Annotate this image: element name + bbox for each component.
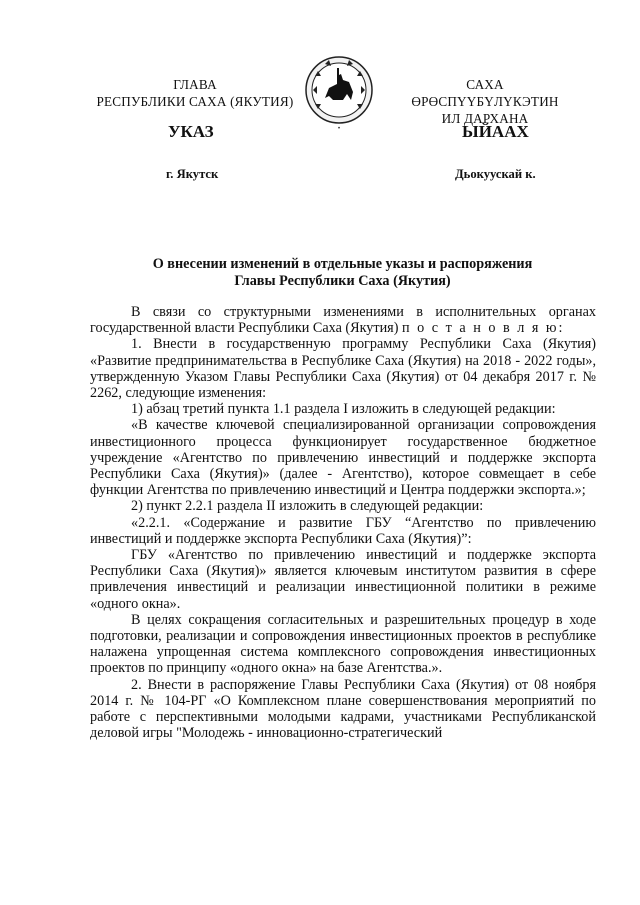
- paragraph-item-2: 2. Внести в распоряжение Главы Республики Саха (Якутия) от 08 ноября 2014 г. № 104-РГ «О Комплексном плане совершенствования мероприятий по работе с перспективными молодыми кадрами, участниками Республиканской деловой игры "Молодежь - инновационно-стратегический: [90, 676, 596, 742]
- paragraph-quote-1: «В качестве ключевой специализированной организации сопровождения инвестиционного процесса функционирует государственное бюджетное учреждение «Агентство по привлечению инвестиций и поддержке экспорта Республики Саха (Якутия)» (далее - Агентство), которое совмещает в себе функции Агентства по привлечению инвестиций и Центра поддержки экспорта.»;: [90, 417, 596, 499]
- title-line2: Главы Республики Саха (Якутия): [234, 272, 451, 289]
- title-line1: О внесении изменений в отдельные указы и распоряжения: [152, 256, 533, 272]
- svg-text:•: •: [337, 125, 341, 132]
- issuer-ru: [80, 76, 310, 110]
- intro-paragraph: [90, 304, 596, 336]
- paragraph-subitem-2: 2) пункт 2.2.1 раздела II изложить в следующей редакции:: [131, 498, 484, 515]
- intro-text: В связи со структурными изменениями в исполнительных органах государственной власти Республики Саха (Якутия): [90, 304, 596, 337]
- document-title: [90, 256, 595, 289]
- document-body: [90, 304, 596, 741]
- paragraph-quote-2: «2.2.1. «Содержание и развитие ГБУ “Агентство по привлечению инвестиций и поддержке экспорта Республики Саха (Якутия)”:: [90, 514, 596, 547]
- paragraph-subitem-1: 1) абзац третий пункта 1.1 раздела I изложить в следующей редакции:: [131, 401, 556, 418]
- issuer-sakha: [395, 76, 575, 127]
- doc-type-sakha: ЫЙААХ: [462, 122, 529, 141]
- issuer-ru-line1: ГЛАВА: [173, 77, 217, 92]
- issuer-ru-line2: РЕСПУБЛИКИ САХА (ЯКУТИЯ): [96, 94, 294, 109]
- paragraph-quote-3: ГБУ «Агентство по привлечению инвестиций и поддержке экспорта Республики Саха (Якутия)» является ключевым институтом развития в сфере привлечения инвестиций и реализации инвестиционной политики в режиме «одного окна».: [90, 547, 596, 612]
- city-sakha: Дьокуускай к.: [455, 167, 536, 181]
- issuer-sakha-line1: САХА ӨРӨСПҮҮБҮЛҮКЭТИН: [411, 77, 559, 109]
- issuer-sakha-line2: ИЛ ДАРХАНА: [441, 111, 529, 126]
- emblem-icon: [303, 54, 375, 134]
- decree-word: п о с т а н о в л я ю:: [401, 320, 565, 337]
- paragraph-item-1: 1. Внести в государственную программу Республики Саха (Якутия) «Развитие предпринимательства в Республике Саха (Якутия) на 2018 - 2022 годы», утвержденную Указом Главы Республики Саха (Якутия) от 04 декабря 2017 г. № 2262, следующие изменения:: [90, 336, 596, 402]
- doc-type-ru: УКАЗ: [168, 122, 214, 141]
- city-ru: г. Якутск: [166, 167, 219, 181]
- paragraph-quote-4: В целях сокращения согласительных и разрешительных процедур в ходе подготовки, реализации и сопровождения инвестиционных проектов в республике налажена упрощенная система комплексного сопровождения инвестиционных проектов по принципу «одного окна» на базе Агентства.».: [90, 611, 596, 677]
